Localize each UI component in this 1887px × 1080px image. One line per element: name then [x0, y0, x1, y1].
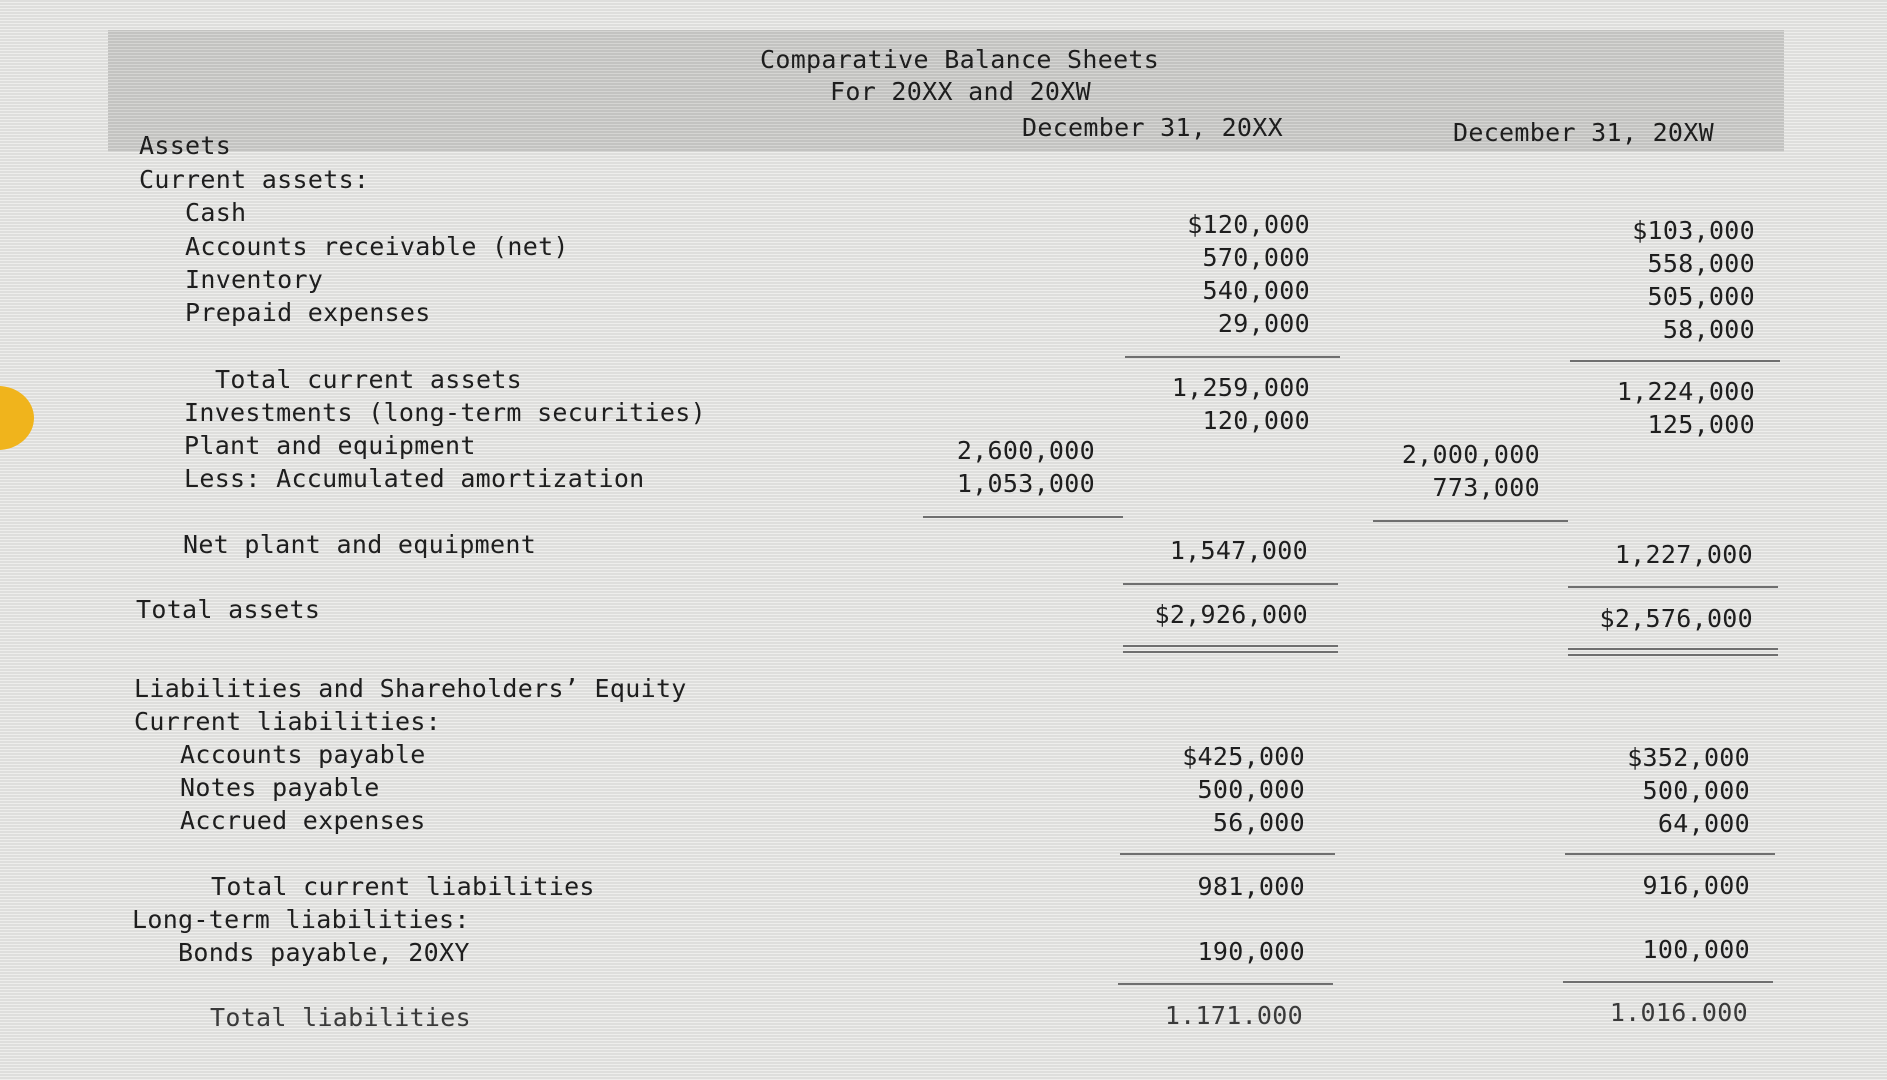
- total-current-assets-20xw: 1,224,000: [1616, 377, 1755, 406]
- underline: [923, 516, 1123, 518]
- ap-20xx: $425,000: [1182, 742, 1305, 771]
- double-underline: [1123, 645, 1338, 653]
- yellow-sticker-icon: [0, 386, 34, 450]
- inventory-value-20xx: 570,000: [1202, 243, 1310, 272]
- bonds-20xw: 100,000: [1642, 935, 1750, 964]
- np-20xw: 500,000: [1642, 776, 1750, 805]
- accrued-20xw: 64,000: [1657, 809, 1750, 838]
- underline: [1373, 520, 1568, 522]
- notes-payable-label: Notes payable: [180, 773, 380, 802]
- total-current-assets-label: Total current assets: [215, 365, 523, 394]
- extra-value-20xx: 29,000: [1217, 309, 1310, 338]
- underline: [1563, 981, 1773, 983]
- total-current-liabilities-20xw: 916,000: [1642, 871, 1750, 900]
- np-20xx: 500,000: [1197, 775, 1305, 804]
- current-assets-heading: Current assets:: [139, 165, 370, 194]
- bonds-payable-label: Bonds payable, 20XY: [178, 938, 470, 967]
- underline: [1118, 983, 1333, 985]
- bonds-20xx: 190,000: [1197, 937, 1305, 966]
- underline: [1125, 356, 1340, 358]
- column-heading-20xx: December 31, 20XX: [1022, 113, 1283, 142]
- net-plant-20xw: 1,227,000: [1614, 540, 1753, 569]
- column-heading-20xw: December 31, 20XW: [1453, 118, 1714, 147]
- prepaid-value-20xx: 540,000: [1202, 276, 1310, 305]
- total-current-assets-20xx: 1,259,000: [1171, 373, 1310, 402]
- plant-equipment-label: Plant and equipment: [184, 431, 476, 460]
- accounts-receivable-label: Accounts receivable (net): [185, 232, 569, 261]
- inventory-label: Inventory: [185, 265, 324, 294]
- liabilities-heading: Liabilities and Shareholders’ Equity: [134, 674, 687, 703]
- extra-value-20xw: 58,000: [1662, 315, 1755, 344]
- cash-label: Cash: [185, 198, 247, 227]
- accum-20xx: 1,053,000: [956, 469, 1095, 498]
- report-subtitle: For 20XX and 20XW: [830, 77, 1091, 106]
- double-underline: [1568, 648, 1778, 656]
- net-plant-20xx: 1,547,000: [1169, 536, 1308, 565]
- accumulated-amortization-label: Less: Accumulated amortization: [184, 464, 645, 493]
- total-assets-20xw: $2,576,000: [1599, 604, 1753, 633]
- ap-20xw: $352,000: [1627, 743, 1750, 772]
- accounts-payable-label: Accounts payable: [180, 740, 426, 769]
- ar-value-20xw: $103,000: [1632, 216, 1755, 245]
- current-liabilities-heading: Current liabilities:: [134, 707, 442, 736]
- underline: [1123, 583, 1338, 585]
- plant-20xx: 2,600,000: [956, 436, 1095, 465]
- investments-20xw: 125,000: [1647, 410, 1755, 439]
- total-assets-label: Total assets: [136, 595, 321, 624]
- investments-label: Investments (long-term securities): [184, 398, 706, 427]
- total-current-liabilities-label: Total current liabilities: [211, 872, 595, 901]
- accrued-expenses-label: Accrued expenses: [180, 806, 426, 835]
- inventory-value-20xw: 558,000: [1647, 249, 1755, 278]
- underline: [1570, 360, 1780, 362]
- long-term-liabilities-heading: Long-term liabilities:: [132, 905, 470, 934]
- underline: [1120, 853, 1335, 855]
- net-plant-label: Net plant and equipment: [183, 530, 537, 559]
- total-liabilities-20xx: 1.171.000: [1164, 1001, 1303, 1030]
- ar-value-20xx: $120,000: [1187, 210, 1310, 239]
- accum-20xw: 773,000: [1432, 473, 1540, 502]
- assets-heading: Assets: [139, 131, 232, 160]
- accrued-20xx: 56,000: [1212, 808, 1305, 837]
- report-title: Comparative Balance Sheets: [760, 45, 1160, 74]
- prepaid-expenses-label: Prepaid expenses: [185, 298, 431, 327]
- underline: [1568, 586, 1778, 588]
- total-liabilities-label: Total liabilities: [210, 1003, 471, 1032]
- underline: [1565, 853, 1775, 855]
- total-assets-20xx: $2,926,000: [1154, 600, 1308, 629]
- plant-20xw: 2,000,000: [1401, 440, 1540, 469]
- total-liabilities-20xw: 1.016.000: [1609, 998, 1748, 1027]
- prepaid-value-20xw: 505,000: [1647, 282, 1755, 311]
- total-current-liabilities-20xx: 981,000: [1197, 872, 1305, 901]
- investments-20xx: 120,000: [1202, 406, 1310, 435]
